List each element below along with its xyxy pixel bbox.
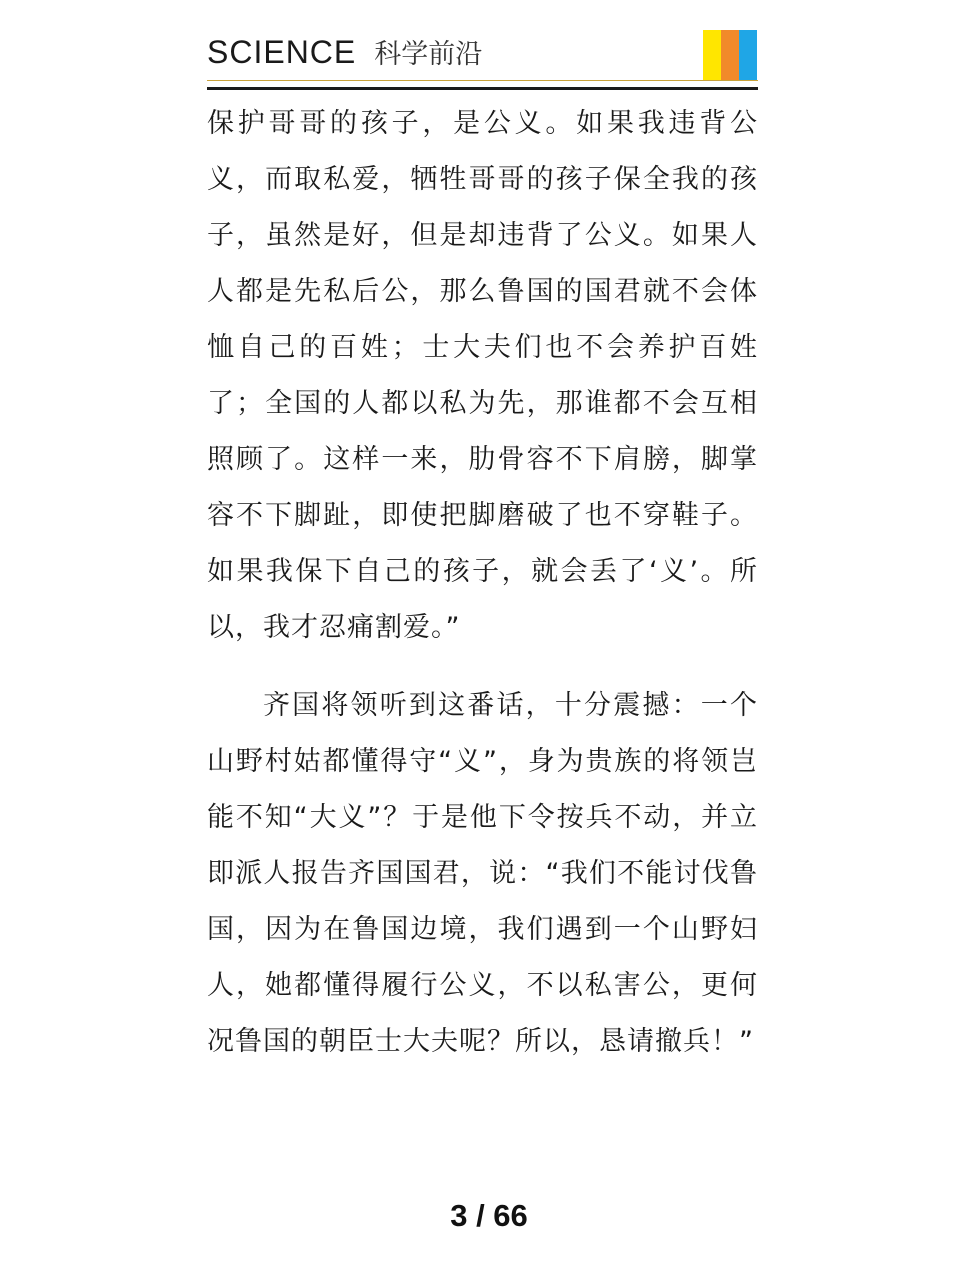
page-number: 3 / 66 xyxy=(450,1198,528,1233)
header-title-chinese: 科学前沿 xyxy=(374,39,483,70)
article-body xyxy=(207,96,758,1070)
paragraph-1: 保护哥哥的孩子，是公义。如果我违背公义，而取私爱，牺牲哥哥的孩子保全我的孩子，虽然是好，但是却违背了公义。如果人人都是先私后公，那么鲁国的国君就不会体恤自己的百姓；士大夫们也不会养护百姓了；全国的人都以私为先，那谁都不会互相照顾了。这样一来，肋骨容不下肩膀，脚掌容不下脚趾，即使把脚磨破了也不穿鞋子。如果我保下自己的孩子，就会丢了‘义’。所以，我才忍痛割爱。” xyxy=(207,108,758,643)
yellow-bar-decoration xyxy=(703,30,721,80)
paragraph-2: 齐国将领听到这番话，十分震撼：一个山野村姑都懂得守“义”，身为贵族的将领岂能不知“大义”？于是他下令按兵不动，并立即派人报告齐国国君，说：“我们不能讨伐鲁国，因为在鲁国边境，我们遇到一个山野妇人，她都懂得履行公义，不以私害公，更何况鲁国的朝臣士大夫呢？所以，恳请撤兵！” xyxy=(207,690,758,1057)
header-divider-thin xyxy=(207,80,758,81)
header-title-english: SCIENCE xyxy=(207,34,357,70)
blue-bar-decoration xyxy=(739,30,757,80)
orange-bar-decoration xyxy=(721,30,739,80)
page-header xyxy=(207,30,758,90)
header-divider-thick xyxy=(207,87,758,90)
header-color-bars xyxy=(703,30,757,80)
paragraph-spacer xyxy=(207,656,758,678)
header-title xyxy=(207,36,482,68)
